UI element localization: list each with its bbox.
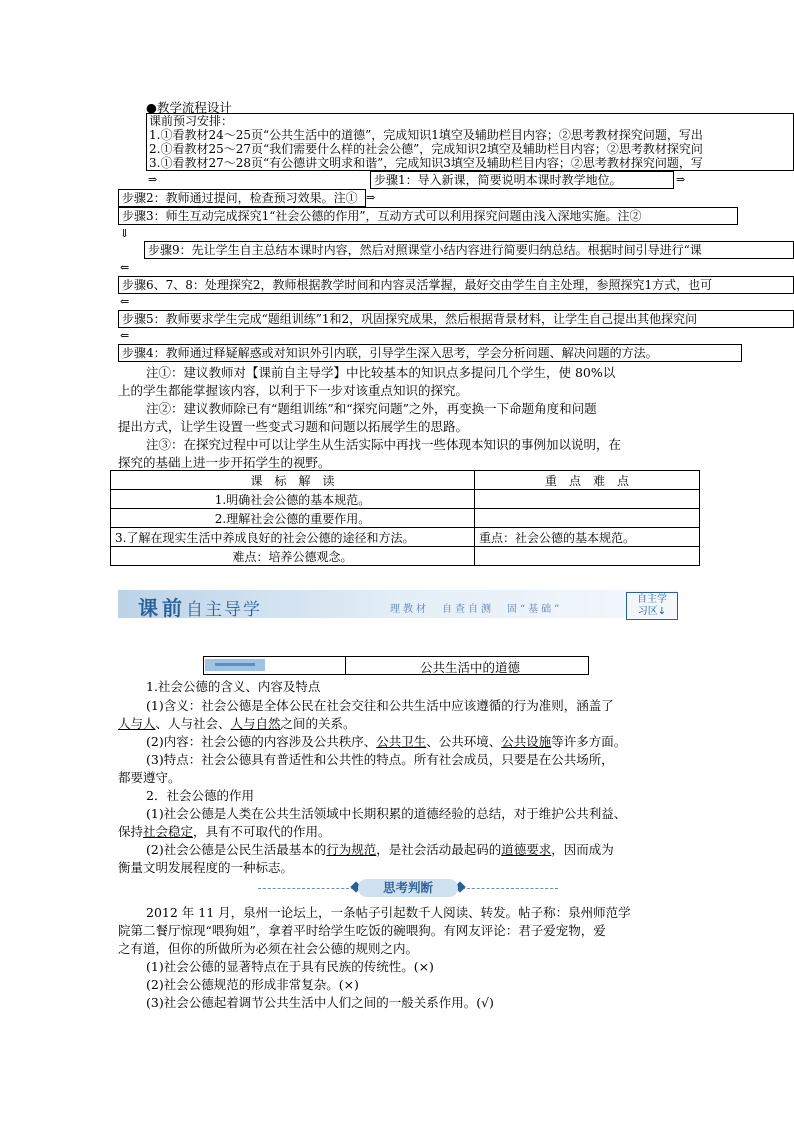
note-1-line-2: 上的学生都能掌握该内容，以利于下一步对该重点知识的探究。 (118, 383, 469, 398)
goals-cell (475, 490, 700, 509)
table-row (111, 547, 700, 566)
note-3-line-2: 探究的基础上进一步开拓学生的视野。 (118, 455, 331, 470)
step-6-7-8: 步骤6、7、8：处理探究2，教师根据教学时间和内容灵活掌握，最好交由学生自主处理，参照探究1方式，也可 (118, 276, 794, 294)
flow-arrow-right-icon: ⇒ (148, 173, 158, 186)
step-3: 步骤3：师生互动完成探究1“社会公德的作用”，互动方式可以利用探究问题由浅入深地实施。注② (118, 207, 738, 225)
knowledge-p4-line-2 (118, 823, 331, 841)
knowledge-heading-2: 2．社会公德的作用 (146, 788, 254, 803)
section-title-sub: 自主导学 (186, 600, 262, 620)
badge-line-1: 自主学 (637, 594, 667, 605)
knowledge-p1-line-2 (118, 715, 356, 733)
text-run: 保持 (118, 824, 144, 839)
text-run: ，是社会活动最起码的 (376, 842, 502, 857)
section-title-main: 课前 (138, 596, 186, 620)
flow-arrow-right-icon: ⇒ (366, 191, 376, 204)
note-2-line-2: 提出方式，让学生设置一些变式习题和问题以拓展学生的思路。 (118, 419, 469, 434)
badge-line-2: 习区↓ (637, 606, 667, 617)
preview-box (146, 113, 794, 171)
section-slogan: 理教材 自查自测 固“基础” (390, 604, 563, 615)
text-run: ，具有不可取代的作用。 (193, 824, 331, 839)
flow-arrow-down-icon: ⇓ (120, 227, 130, 240)
goals-cell: 2.理解社会公德的重要作用。 (111, 509, 475, 528)
knowledge-p2 (146, 733, 626, 751)
think-divider-left (258, 888, 354, 889)
step-9: 步骤9：先让学生自主总结本课时内容，然后对照课堂小结内容进行简要归纳总结。根据时间引导进行“课 (144, 241, 794, 259)
text-run: ，因而成为 (551, 842, 614, 857)
think-divider-right (462, 888, 558, 889)
preview-line-1: 1.①看教材24～25页“公共生活中的道德”，完成知识1填空及辅助栏目内容；②思考教材探究问题，写出 (149, 128, 703, 142)
table-row (111, 509, 700, 528)
goals-cell (475, 509, 700, 528)
knowledge-title: 公共生活中的道德 (420, 660, 521, 675)
preview-line-2: 2.①看教材25～27页“我们需要什么样的社会公德”，完成知识2填空及辅助栏目内容；②思考教材探究问 (149, 142, 703, 156)
step-2: 步骤2：教师通过提问，检查预习效果。注① (118, 189, 366, 207)
note-1-line-1: 注①：建议教师对【课前自主导学】中比较基本的知识点多提问几个学生，使 80%以 (146, 365, 616, 380)
case-line-1: 2012 年 11 月，泉州一论坛上，一条帖子引起数千人阅读、转发。帖子称：泉州师范学 (146, 905, 631, 920)
knowledge-p4-line-1: (1)社会公德是人类在公共生活领域中长期积累的道德经验的总结，对于维护公共利益、 (146, 806, 627, 821)
knowledge-p3-line-1: (3)特点：社会公德具有普适性和公共性的特点。所有社会成员，只要是在公共场所， (146, 752, 614, 767)
preview-heading: 课前预习安排： (149, 114, 234, 128)
note-2-line-1: 注②：建议教师除已有“题组训练”和“探究问题”之外，再变换一下命题角度和问题 (146, 401, 597, 416)
note-3-line-1: 注③：在探究过程中可以让学生从生活实际中再找一些体现本知识的事例加以说明，在 (146, 437, 622, 452)
preview-line-3: 3.①看教材27～28页“有公德讲文明求和谐”，完成知识3填空及辅助栏目内容；②思考教材探究问题，写 (149, 156, 703, 170)
goals-header-right: 重 点 难 点 (475, 471, 700, 490)
step-1: 步骤1：导入新课，简要说明本课时教学地位。 (370, 171, 674, 189)
answer-text: 道德要求 (501, 842, 552, 857)
judgement-1: (1)社会公德的显著特点在于具有民族的传统性。(×) (146, 959, 434, 974)
case-line-3: 之有道，但你的所做所为必须在社会公德的规则之内。 (118, 941, 419, 956)
self-study-badge (626, 592, 678, 620)
goals-header-left: 课 标 解 读 (111, 471, 475, 490)
answer-text: 公共卫生 (376, 734, 427, 749)
text-run: 、公共环境、 (426, 734, 502, 749)
goals-table (110, 470, 700, 566)
answer-text: 公共设施 (501, 734, 552, 749)
knowledge-p5-line-1 (146, 841, 614, 859)
text-run: (2)内容：社会公德的内容涉及公共秩序、 (146, 734, 377, 749)
step-4: 步骤4：教师通过释疑解惑或对知识外引内联，引导学生深入思考，学会分析问题、解决问题的方法。 (118, 344, 742, 362)
flow-title: ●教学流程设计 (146, 100, 232, 115)
flow-arrow-left-icon: ⇐ (120, 329, 130, 342)
knowledge-heading-1: 1.社会公德的含义、内容及特点 (146, 679, 321, 694)
knowledge-bar-divider (345, 656, 346, 675)
text-run: 之间的关系。 (280, 716, 356, 731)
text-run: 等许多方面。 (551, 734, 627, 749)
table-row (111, 471, 700, 490)
think-judge-label: 思考判断 (358, 879, 458, 897)
knowledge-p1-line-1: (1)含义：社会公德是全体公民在社会交往和公共生活中应该遵循的行为准则，涵盖了 (146, 698, 614, 713)
answer-text: 人与自然 (230, 716, 281, 731)
flow-arrow-left-icon: ⇐ (120, 261, 130, 274)
judgement-3: (3)社会公德起着调节公共生活中人们之间的一般关系作用。(√) (146, 995, 494, 1010)
goals-cell: 1.明确社会公德的基本规范。 (111, 490, 475, 509)
goals-cell: 3.了解在现实生活中养成良好的社会公德的途径和方法。 (111, 528, 475, 547)
goals-cell: 重点：社会公德的基本规范。 (475, 528, 700, 547)
flow-arrow-left-icon: ⇐ (120, 295, 130, 308)
knowledge-p3-line-2: 都要遵守。 (118, 770, 181, 785)
goals-cell: 难点：培养公德观念。 (111, 547, 475, 566)
goals-cell (475, 547, 700, 566)
text-run: (2)社会公德是公民生活最基本的 (146, 842, 327, 857)
section-title (138, 592, 262, 621)
table-row (111, 490, 700, 509)
knowledge-tag-mark (215, 663, 255, 666)
knowledge-p5-line-2: 衡量文明发展程度的一种标志。 (118, 860, 294, 875)
table-row (111, 528, 700, 547)
answer-text: 社会稳定 (143, 824, 194, 839)
answer-text: 行为规范 (326, 842, 377, 857)
case-line-2: 院第二餐厅惊现“喂狗姐”，拿着平时给学生吃饭的碗喂狗。有网友评论：君子爱宠物，爱 (118, 923, 606, 938)
flow-arrow-right-icon: ⇒ (676, 173, 686, 186)
answer-text: 人与人 (118, 716, 156, 731)
judgement-2: (2)社会公德规范的形成非常复杂。(×) (146, 977, 359, 992)
step-5: 步骤5：教师要求学生完成“题组训练”1和2，巩固探究成果，然后根据背景材料，让学生自己提出其他探究问 (118, 310, 794, 328)
text-run: 、人与社会、 (155, 716, 231, 731)
